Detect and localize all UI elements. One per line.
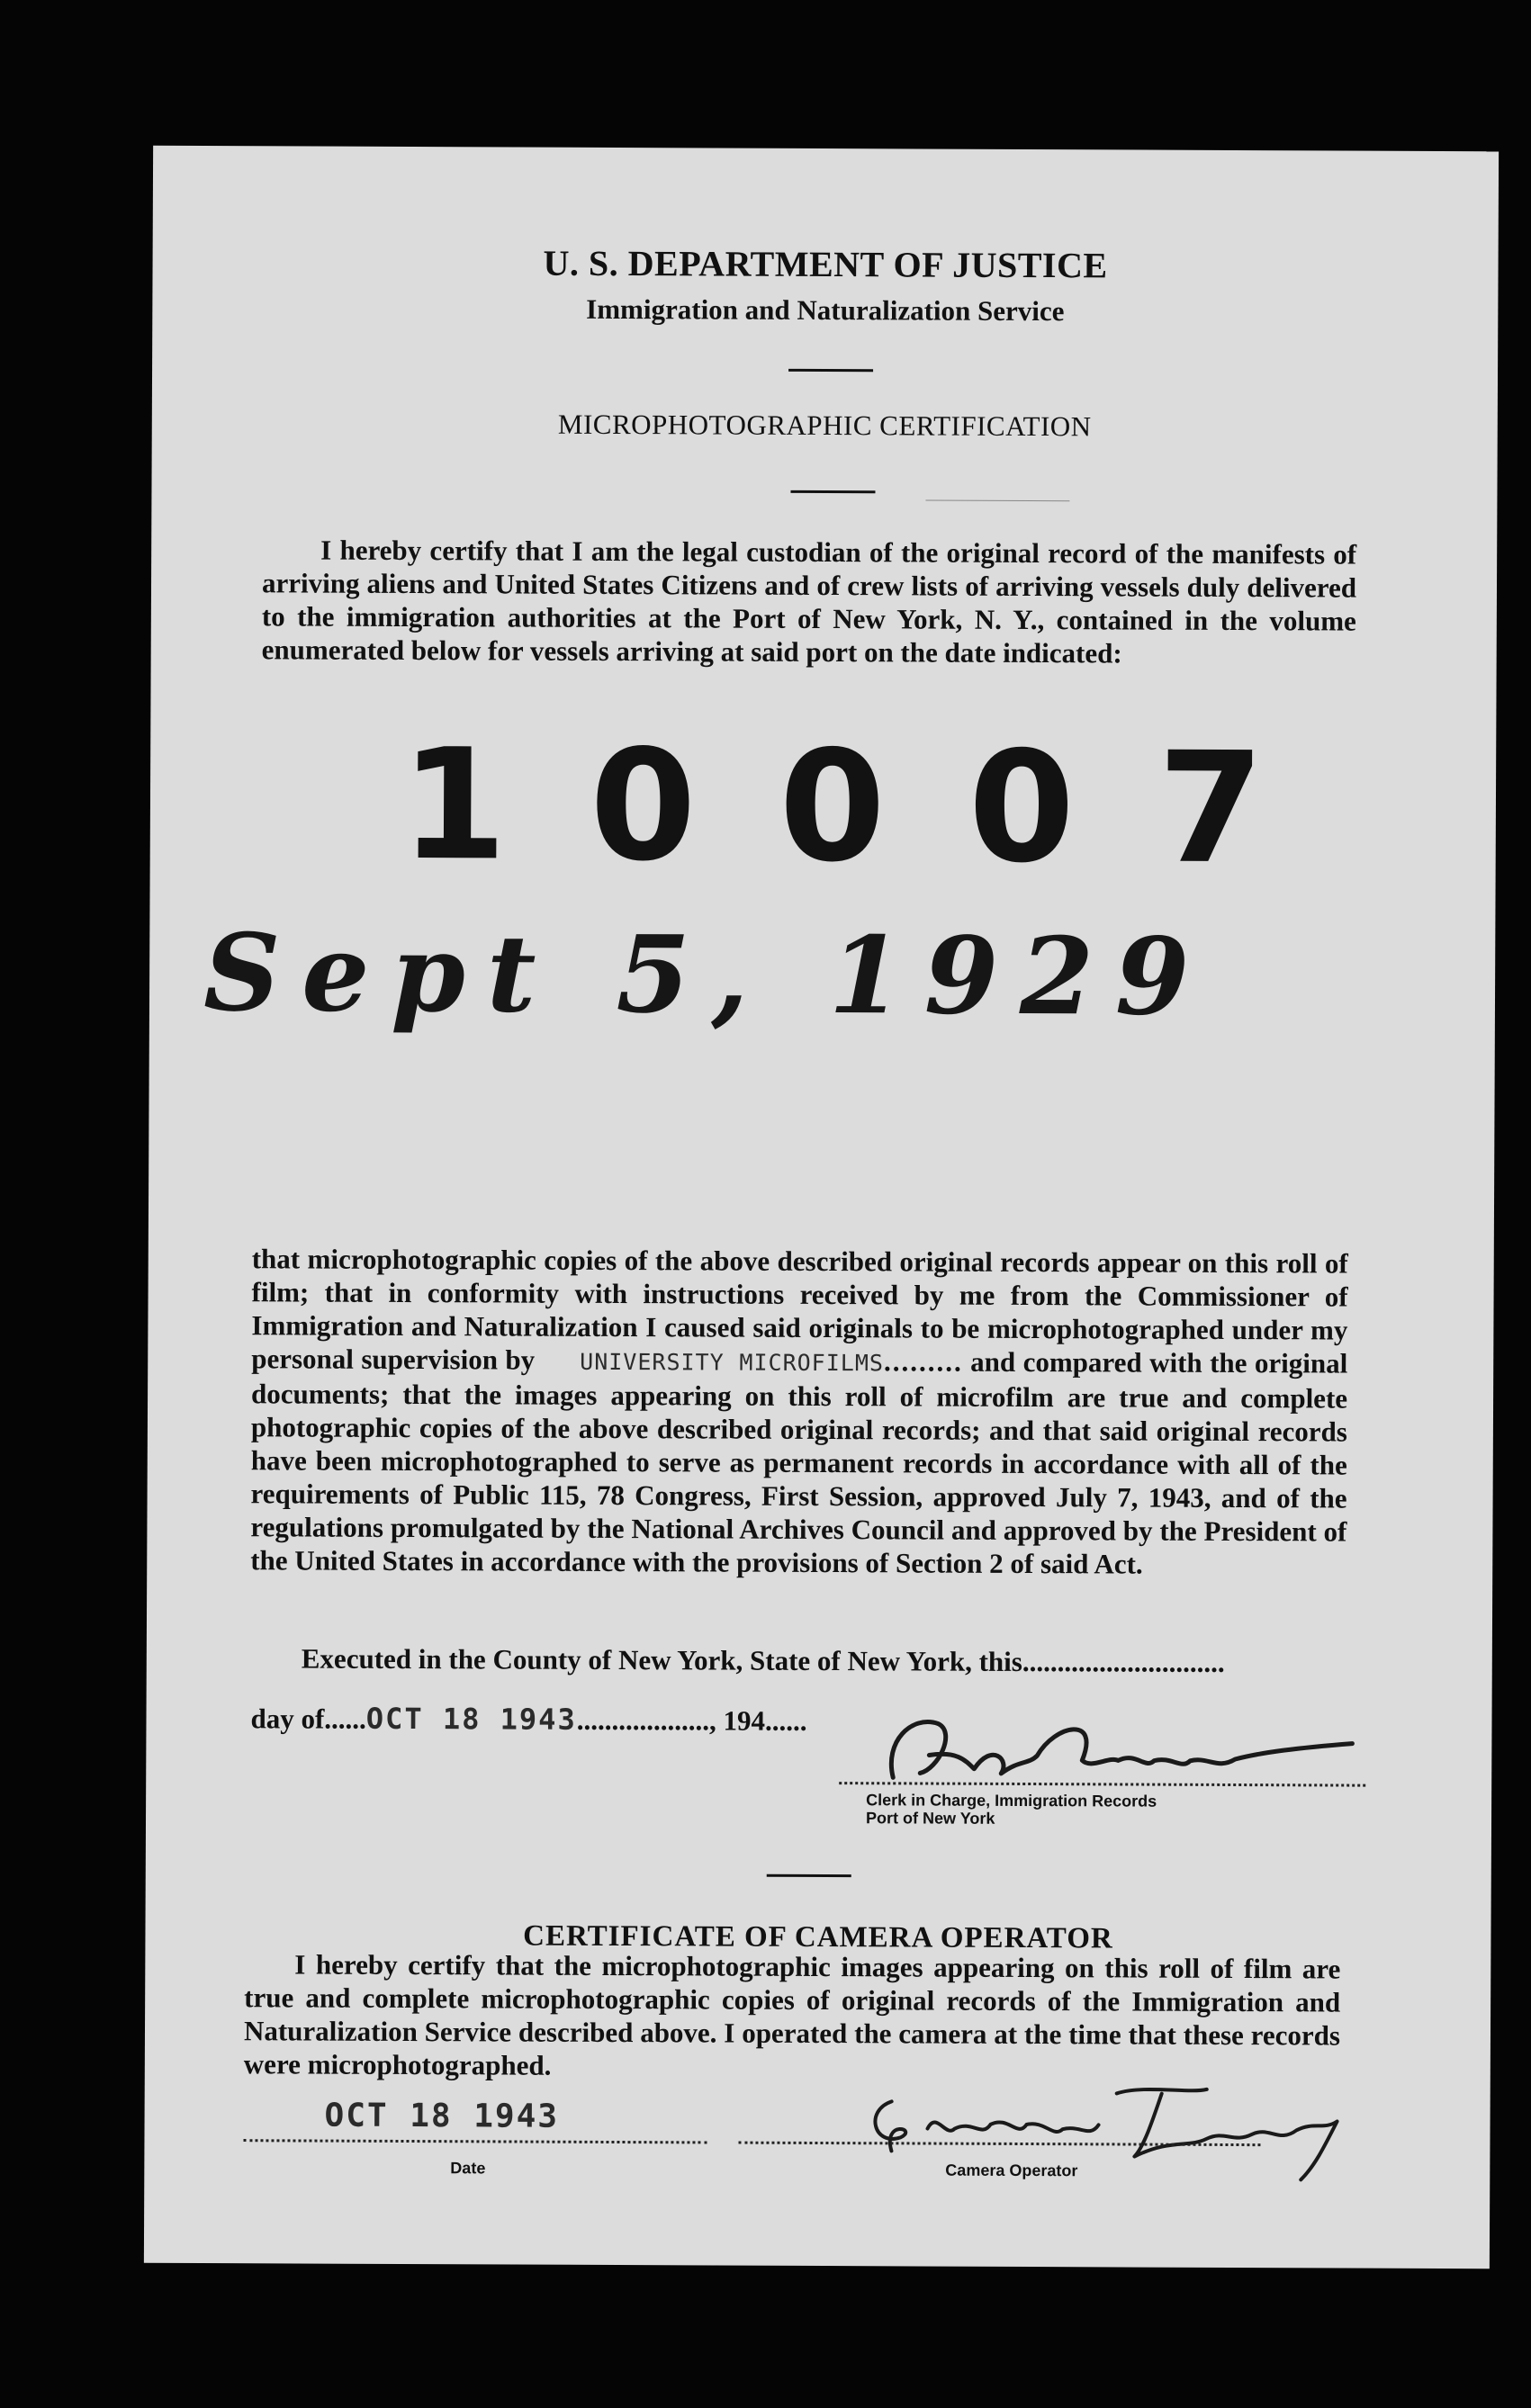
certificate-page: [144, 146, 1499, 2269]
supervision-text: that microphotographic copies of the above described original records appear on this roll of film; that in conformity with instructions received by me from the Commissioner of Immigration and Naturalization I caused said originals to be microphotographed under my personal supervision by: [251, 1243, 1348, 1376]
handwritten-volume-date: [185, 884, 1266, 1068]
divider: [790, 490, 875, 493]
clerk-title: Clerk in Charge, Immigration Records: [866, 1791, 1157, 1810]
custodian-statement: I hereby certify that I am the legal custodian of the original record of the manifests of arriving aliens and United States Citizens and of crew lists of arriving vessels duly delivered to the immigration authorities at the Port of New York, N. Y., contained in the volume enumerated below for vessels arriving at said port on the date indicated:: [261, 534, 1357, 669]
department-heading: U. S. DEPARTMENT OF JUSTICE: [543, 242, 1108, 286]
clerk-port: Port of New York: [865, 1809, 995, 1828]
service-heading: Immigration and Naturalization Service: [586, 292, 1065, 328]
divider: [767, 1874, 851, 1877]
filmer-stamp: UNIVERSITY MICROFILMS: [580, 1348, 885, 1377]
day-of-line: day of......OCT 18 1943..................., 194......: [250, 1701, 807, 1737]
supervision-statement: that microphotographic copies of the above described original records appear on this roll of film; that in conformity with instructions received by me from the Commissioner of Immigration and Naturalization I caused said originals to be microphotographed under my personal supervision by UNIVERSITY MICROFILMS......... and compared with the original documents; that the images appearing on this roll of microfilm are true and complete photographic copies of the above described original records; and that said original records have been microphotographed to serve as permanent records in accordance with all of the requirements of Public 115, 78 Congress, First Session, approved July 7, 1943, and of the regulations promulgated by the National Archives Council and approved by the President of the United States in accordance with the provisions of Section 2 of said Act.: [250, 1243, 1348, 1580]
date-stamp: OCT 18 1943: [365, 1701, 577, 1737]
svg-text:10007: 10007: [400, 715, 1347, 899]
operator-date-stamp: OCT 18 1943: [324, 2097, 560, 2135]
camera-operator-title: CERTIFICATE OF CAMERA OPERATOR: [523, 1919, 1113, 1955]
volume-date: [185, 884, 1266, 1072]
divider: [788, 369, 873, 372]
date-label: Date: [450, 2159, 486, 2178]
svg-text:Sept 5, 1929: Sept 5, 1929: [203, 910, 1211, 1039]
executed-line: Executed in the County of New York, State of New York, this.............................: [301, 1642, 1225, 1678]
certification-title: MICROPHOTOGRAPHIC CERTIFICATION: [557, 408, 1092, 443]
camera-operator-statement: I hereby certify that the microphotographic images appearing on this roll of film are true and complete microphotographic copies of original records of the Immigration and Naturalization Service described above. I operated the camera at the time that these records were microphotographed.: [243, 1948, 1341, 2081]
date-line: [243, 2139, 707, 2143]
operator-label: Camera Operator: [945, 2161, 1078, 2180]
camera-operator-signature: [846, 2074, 1351, 2184]
pencil-mark: [925, 499, 1069, 501]
compliance-text: and compared with the original documents; that the images appearing on this roll of microfilm are true and complete photographic copies of the above described original records; and that said original records have been microphotographed to serve as permanent records in accordance with all of the requirements of Public 115, 78 Congress, First Session, approved July 7, 1943, and of the regulations promulgated by the National Archives Council and approved by the President of the United States in accordance with the provisions of Section 2 of said Act.: [250, 1345, 1348, 1580]
clerk-signature: [875, 1705, 1379, 1797]
